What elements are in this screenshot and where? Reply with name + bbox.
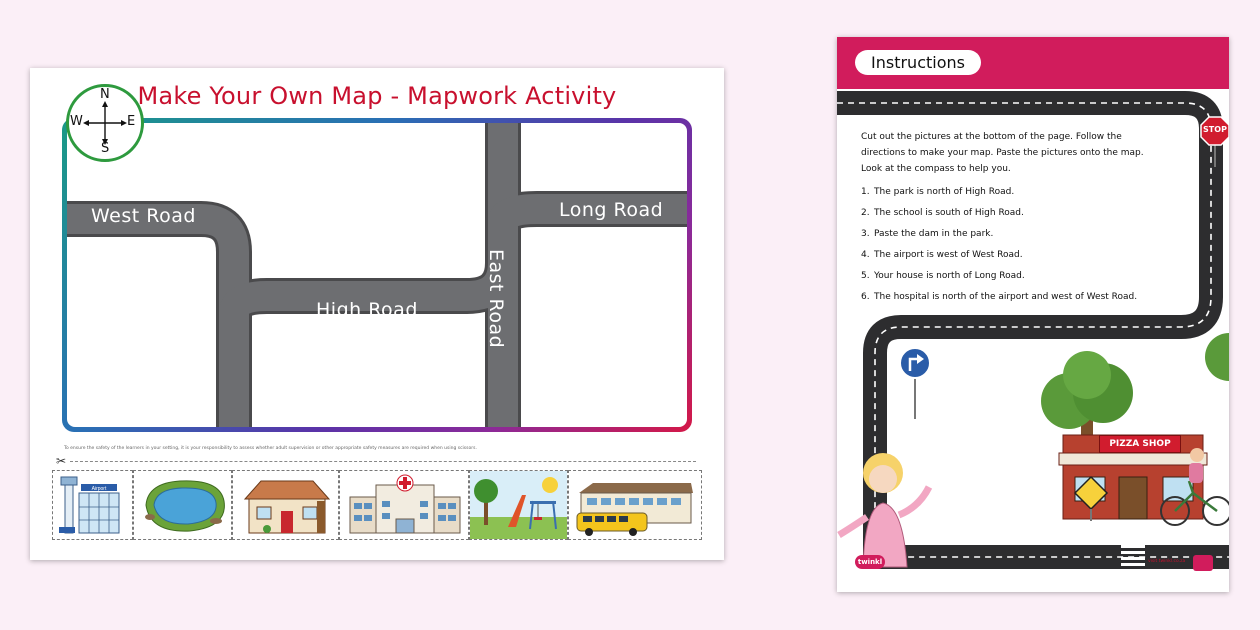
instruction-item	[861, 203, 1157, 224]
cutout-strip	[52, 470, 702, 540]
airport-icon	[53, 471, 133, 540]
road-label-west: West Road	[91, 205, 196, 227]
road-label-high: High Road	[316, 299, 418, 321]
cutout-hospital[interactable]	[339, 470, 469, 540]
instruction-text: The school is south of High Road.	[874, 208, 1024, 218]
compass-south: S	[101, 141, 110, 156]
stop-sign: STOP	[1203, 125, 1227, 134]
cut-line	[70, 461, 696, 462]
compass-rose	[66, 84, 144, 162]
airport-sign: Airport	[91, 486, 107, 492]
map-worksheet	[30, 68, 724, 560]
cutout-park[interactable]	[469, 470, 568, 540]
road-label-east: East Road	[485, 249, 507, 349]
instruction-item	[861, 266, 1157, 287]
instruction-item	[861, 224, 1157, 245]
road-network	[67, 123, 687, 427]
instructions-list	[861, 182, 1157, 308]
instruction-text: The park is north of High Road.	[874, 187, 1015, 197]
instruction-text: The hospital is north of the airport and west of West Road.	[874, 292, 1138, 302]
compass-west: W	[70, 114, 83, 129]
worksheet-title: Make Your Own Map - Mapwork Activity	[137, 82, 617, 110]
instruction-item	[861, 287, 1157, 308]
park-icon	[470, 471, 568, 540]
instruction-item	[861, 182, 1157, 203]
instruction-number: 6.	[861, 292, 870, 302]
instructions-intro: Cut out the pictures at the bottom of the page. Follow the directions to make your map. Paste the pictures onto the map. Look at the compass to help you.	[861, 132, 1144, 174]
instructions-heading: Instructions	[855, 50, 981, 75]
scissors-icon: ✂	[56, 454, 67, 468]
map-area	[67, 123, 687, 427]
instruction-text: Your house is north of Long Road.	[874, 271, 1025, 281]
instructions-text	[861, 129, 1157, 308]
instruction-text: The airport is west of West Road.	[874, 250, 1023, 260]
cutout-school[interactable]	[568, 470, 702, 540]
instruction-number: 2.	[861, 208, 870, 218]
map-frame	[62, 118, 692, 432]
cutout-house[interactable]	[232, 470, 339, 540]
footer-url: visit twinkl.co.za	[1148, 559, 1186, 564]
dam-icon	[134, 471, 232, 540]
instructions-header-bar	[837, 37, 1229, 89]
instruction-item	[861, 245, 1157, 266]
instruction-number: 1.	[861, 187, 870, 197]
school-icon	[569, 471, 702, 540]
house-icon	[233, 471, 339, 540]
cutout-airport[interactable]	[52, 470, 133, 540]
instruction-number: 3.	[861, 229, 870, 239]
cutout-dam[interactable]	[133, 470, 232, 540]
twinkl-logo: twinkl	[855, 555, 885, 569]
footer-logo-icon	[1193, 555, 1213, 571]
compass-east: E	[127, 114, 136, 129]
safety-note: To ensure the safety of the learners in your setting, it is your responsibility to assess whether adult supervision or other appropriate safety measures are required when using scissors.	[64, 446, 477, 451]
road-label-long: Long Road	[559, 199, 664, 221]
instructions-background-art	[837, 37, 1229, 592]
hospital-icon	[340, 471, 469, 540]
instruction-number: 4.	[861, 250, 870, 260]
instructions-page	[837, 37, 1229, 592]
compass-north: N	[100, 87, 110, 102]
instruction-number: 5.	[861, 271, 870, 281]
pizza-shop-sign: PIZZA SHOP	[1099, 435, 1181, 453]
instruction-text: Paste the dam in the park.	[874, 229, 994, 239]
